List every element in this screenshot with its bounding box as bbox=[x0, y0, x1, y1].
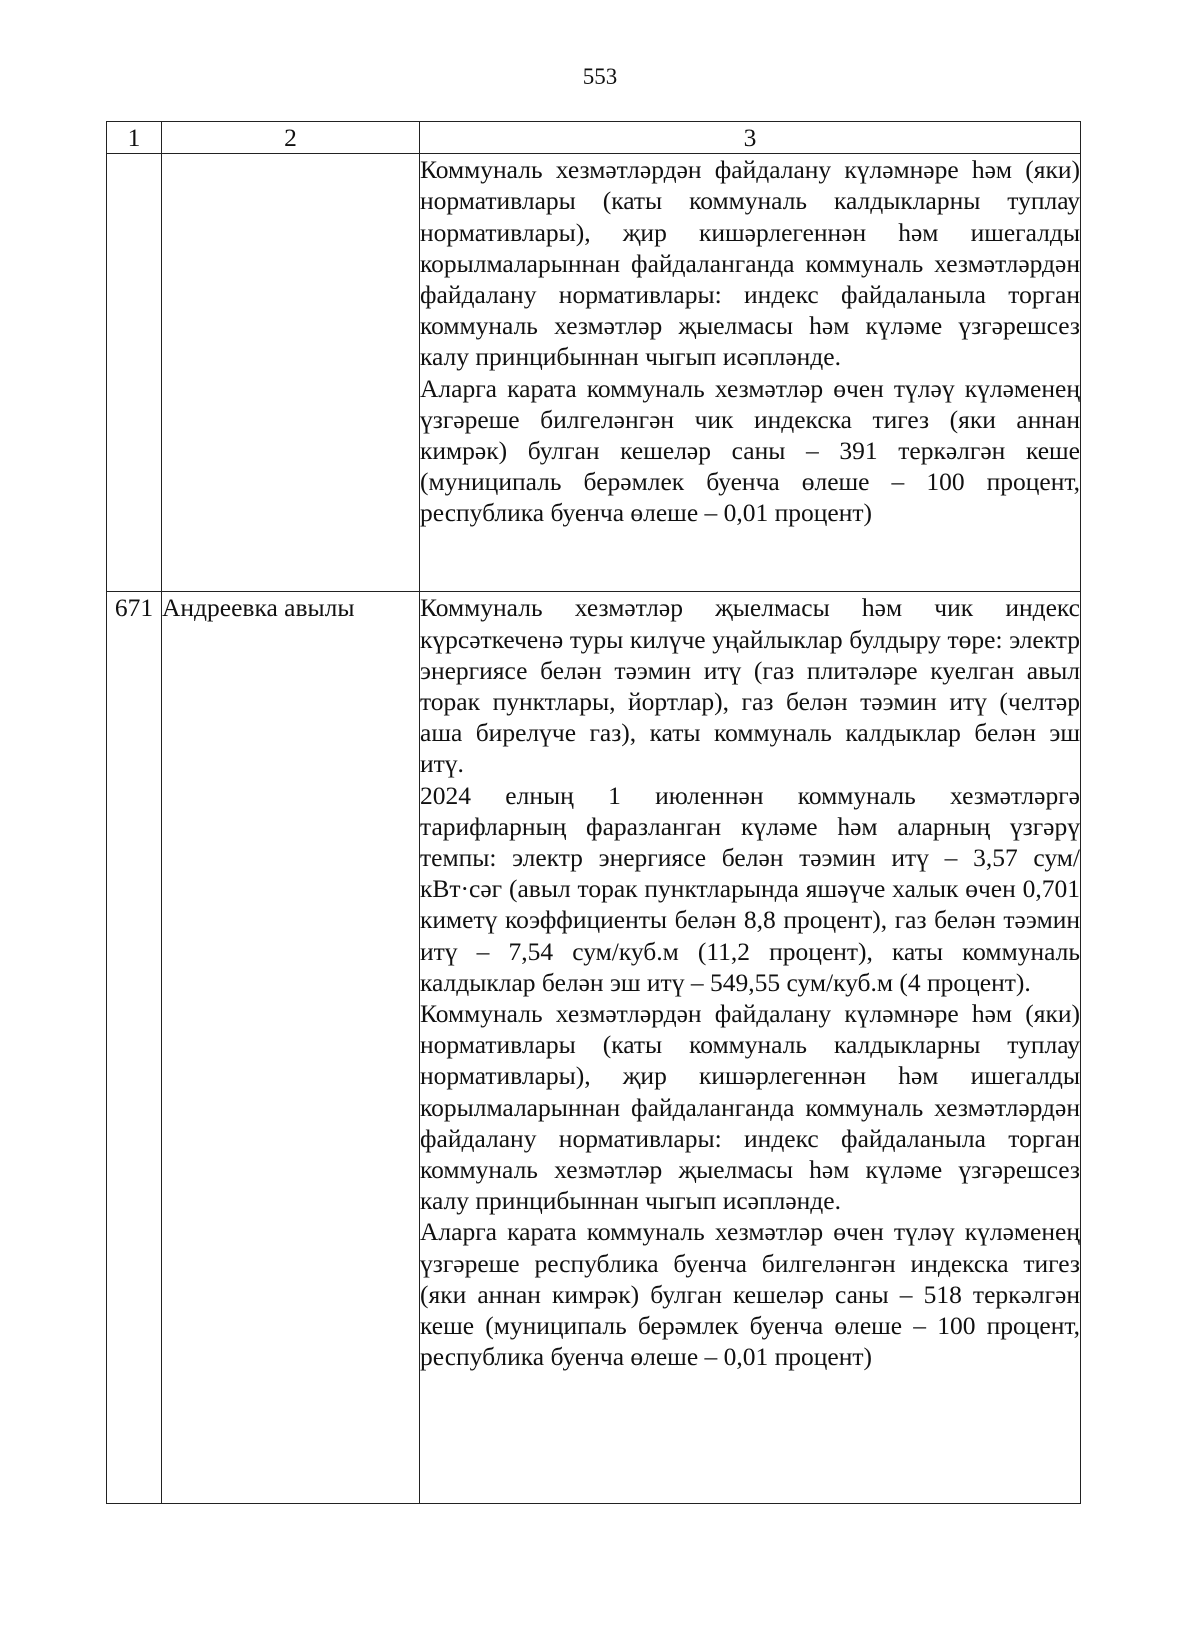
description-paragraph: Коммуналь хезмәтләрдән файдалану күләмнәре һәм (яки) нормативлары (каты коммуналь калдыкларны туплау нормативлары), җир кишәрлегеннән һәм ишегалды корылмаларыннан файдаланганда коммуналь хезмәтләрдән файдалану нормативлары: индекс файдаланыла торган коммуналь хезмәтләр җыелмасы һәм күләме үзгәрешсез калу принцибыннан чыгып исәпләнде. bbox=[420, 155, 1080, 372]
description-cell bbox=[420, 154, 1081, 592]
page-number: 553 bbox=[582, 64, 618, 89]
settlement-name-cell: Андреевка авылы bbox=[162, 592, 420, 1504]
row-number-cell bbox=[107, 154, 162, 592]
table-row bbox=[107, 592, 1081, 1504]
settlement-name-cell bbox=[162, 154, 420, 592]
column-header: 2 bbox=[162, 122, 420, 154]
document-table bbox=[106, 121, 1081, 1504]
description-paragraph: Аларга карата коммуналь хезмәтләр өчен түләү күләменең үзгәреше билгеләнгән чик индекска тигез (яки аннан кимрәк) булган кешеләр саны – 391 теркәлгән кеше (муниципаль берәмлек буенча өлеше – 100 процент, республика буенча өлеше – 0,01 процент) bbox=[420, 373, 1080, 528]
description-cell bbox=[420, 592, 1081, 1504]
column-header: 1 bbox=[107, 122, 162, 154]
column-header: 3 bbox=[420, 122, 1081, 154]
description-paragraph: 2024 елның 1 июленнән коммуналь хезмәтләргә тарифларның фаразланган күләме һәм аларның үзгәрү темпы: электр энергиясе белән тәэмин итү – 3,57 сум/кВт·сәг (авыл торак пунктларында яшәүче халык өчен 0,701 киметү коэффициенты белән 8,8 процент), газ белән тәэмин итү – 7,54 сум/куб.м (11,2 процент), каты коммуналь калдыклар белән эш итү – 549,55 сум/куб.м (4 процент). bbox=[420, 780, 1080, 997]
table-header-row bbox=[107, 122, 1081, 154]
description-paragraph: Коммуналь хезмәтләр җыелмасы һәм чик индекс күрсәткеченә туры килүче уңайлыклар булдыру төре: электр энергиясе белән тәэмин итү (газ плитәләре куелган авыл торак пунктлары, йортлар), газ белән тәэмин итү (челтәр аша бирелүче газ), каты коммуналь калдыклар белән эш итү. bbox=[420, 593, 1080, 779]
description-paragraph: Аларга карата коммуналь хезмәтләр өчен түләү күләменең үзгәреше республика буенча билгеләнгән индекска тигез (яки аннан кимрәк) булган кешеләр саны – 518 теркәлгән кеше (муниципаль берәмлек буенча өлеше – 100 процент, республика буенча өлеше – 0,01 процент) bbox=[420, 1217, 1080, 1372]
description-paragraph: Коммуналь хезмәтләрдән файдалану күләмнәре һәм (яки) нормативлары (каты коммуналь калдыкларны туплау нормативлары), җир кишәрлегеннән һәм ишегалды корылмаларыннан файдаланганда коммуналь хезмәтләрдән файдалану нормативлары: индекс файдаланыла торган коммуналь хезмәтләр җыелмасы һәм күләме үзгәрешсез калу принцибыннан чыгып исәпләнде. bbox=[420, 999, 1080, 1216]
row-number-cell: 671 bbox=[107, 592, 162, 1504]
table-row bbox=[107, 154, 1081, 592]
